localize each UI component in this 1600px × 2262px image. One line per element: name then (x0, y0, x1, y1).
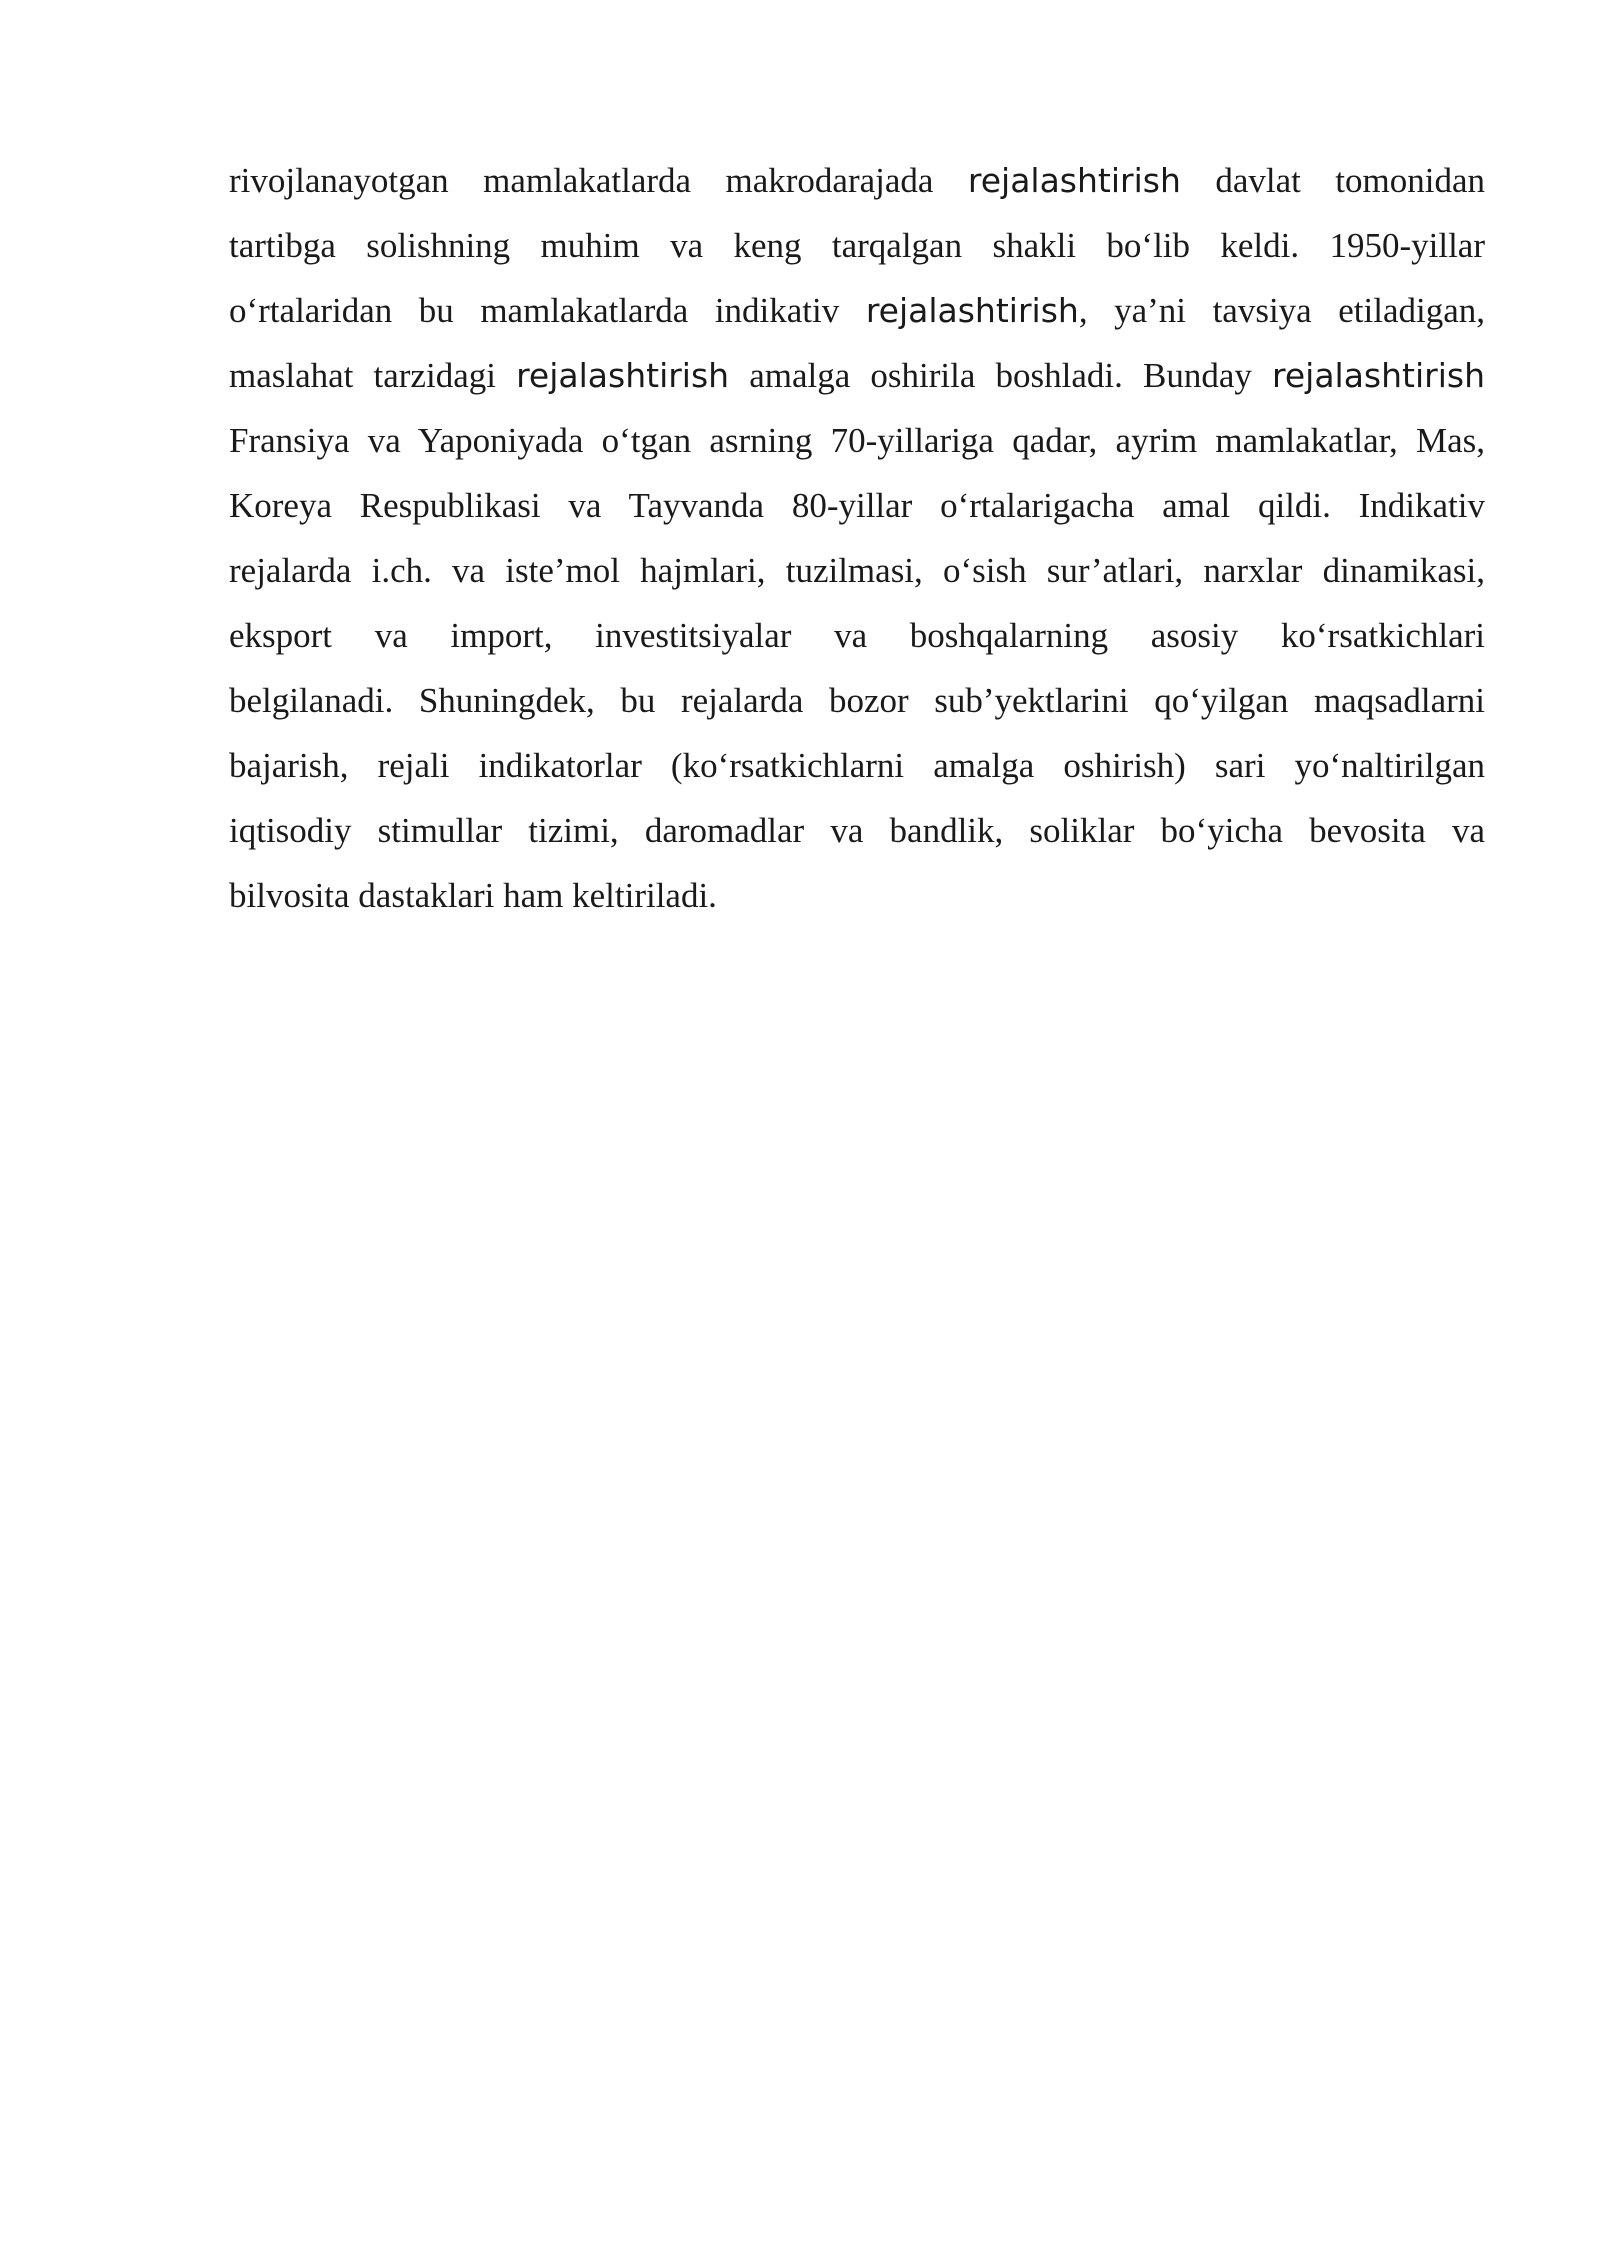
text-line: Fransiya va Yaponiyada o‘tgan asrning 70-yillariga qadar, ayrim mamlakatlar, Mas, (229, 421, 1485, 460)
text-line: iqtisodiy stimullar tizimi, daromadlar va bandlik, soliklar bo‘yicha bevosita va (229, 811, 1485, 850)
term-rejalashtirish: rejalashtirish (967, 161, 1181, 200)
text-line: belgilanadi. Shuningdek, bu rejalarda bozor sub’yektlarini qo‘yilgan maqsadlarni (229, 681, 1485, 720)
text-line: rivojlanayotgan mamlakatlarda makrodarajada rejalashtirish davlat tomonidan (229, 161, 1485, 200)
text-line: bajarish, rejali indikatorlar (ko‘rsatkichlarni amalga oshirish) sari yo‘naltirilgan (229, 746, 1485, 785)
text-line: rejalarda i.ch. va iste’mol hajmlari, tuzilmasi, o‘sish sur’atlari, narxlar dinamikasi, (229, 551, 1485, 590)
body-paragraph (229, 148, 1485, 928)
text-line: eksport va import, investitsiyalar va boshqalarning asosiy ko‘rsatkichlari (229, 616, 1485, 655)
text-line: tartibga solishning muhim va keng tarqalgan shakli bo‘lib keldi. 1950-yillar (229, 226, 1485, 265)
text-line: bilvosita dastaklari ham keltiriladi. (229, 876, 717, 915)
text-line: Koreya Respublikasi va Tayvanda 80-yillar o‘rtalarigacha amal qildi. Indikativ (229, 486, 1485, 525)
text-line: maslahat tarzidagi rejalashtirish amalga oshirila boshladi. Bunday rejalashtirish (229, 356, 1485, 395)
term-rejalashtirish: rejalashtirish (1272, 356, 1485, 395)
term-rejalashtirish: rejalashtirish (516, 356, 730, 395)
text-line: o‘rtalaridan bu mamlakatlarda indikativ rejalashtirish, ya’ni tavsiya etiladigan, (229, 291, 1485, 330)
term-rejalashtirish: rejalashtirish (865, 291, 1079, 330)
